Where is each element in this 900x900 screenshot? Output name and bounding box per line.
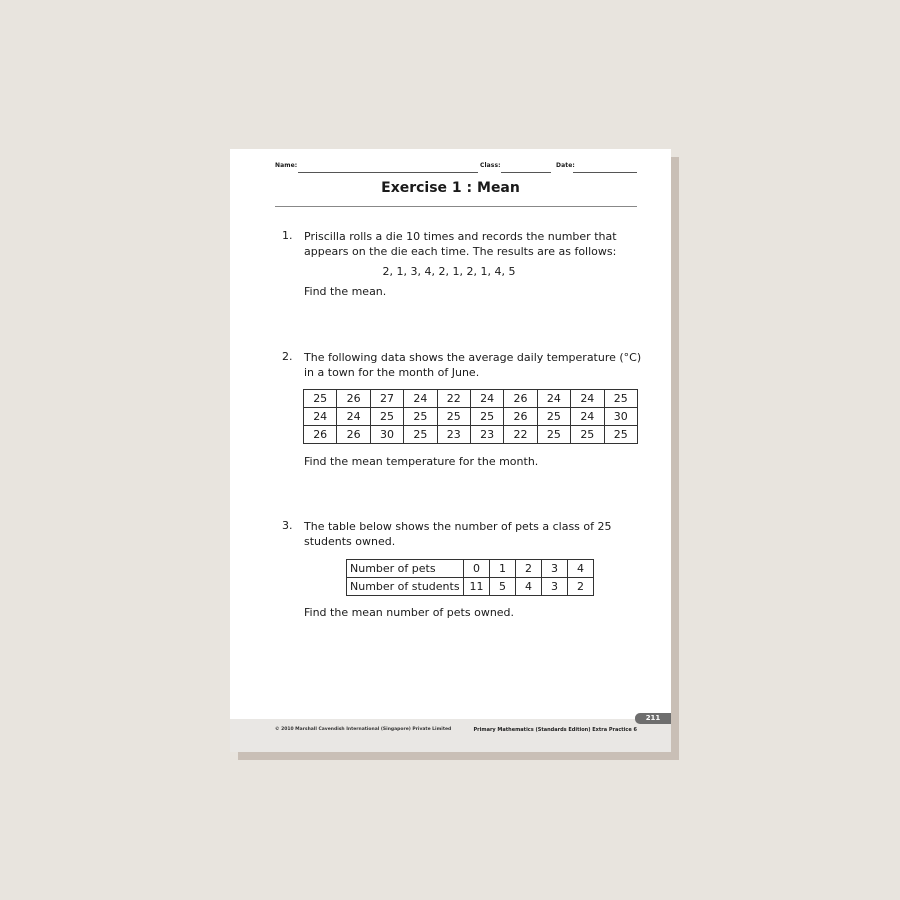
q1-number: 1.: [282, 229, 293, 242]
q3-number: 3.: [282, 519, 293, 532]
table-cell: 26: [504, 408, 537, 426]
table-cell: 23: [437, 426, 470, 444]
table-cell: 2: [568, 578, 594, 596]
table-cell: 24: [571, 390, 604, 408]
table-cell: 24: [571, 408, 604, 426]
table-cell: 25: [437, 408, 470, 426]
table-cell: 25: [404, 408, 437, 426]
table-cell: 30: [604, 408, 637, 426]
q1-line2: appears on the die each time. The results are as follows:: [304, 245, 617, 258]
table-cell: 0: [464, 560, 490, 578]
table-cell: 26: [337, 390, 370, 408]
temperature-table: [303, 389, 638, 444]
table-cell: 11: [464, 578, 490, 596]
date-blank: [573, 172, 637, 173]
students-row: [347, 578, 594, 596]
table-cell: 27: [370, 390, 403, 408]
table-cell: 24: [304, 408, 337, 426]
table-cell: 24: [537, 390, 570, 408]
table-cell: 24: [404, 390, 437, 408]
pets-row: [347, 560, 594, 578]
q2-line2: in a town for the month of June.: [304, 366, 480, 379]
pets-row-label: Number of pets: [347, 560, 464, 578]
q3-prompt: Find the mean number of pets owned.: [304, 606, 515, 619]
page-footer: [230, 719, 671, 752]
q3-line2: students owned.: [304, 535, 396, 548]
table-cell: 2: [516, 560, 542, 578]
table-cell: 1: [490, 560, 516, 578]
table-cell: 30: [370, 426, 403, 444]
exercise-title: Exercise 1 : Mean: [381, 180, 520, 196]
table-cell: 22: [437, 390, 470, 408]
table-cell: 25: [537, 408, 570, 426]
table-cell: 24: [470, 390, 503, 408]
table-cell: 25: [304, 390, 337, 408]
copyright-text: © 2010 Marshall Cavendish International (Singapore) Private Limited: [275, 727, 452, 732]
table-cell: 25: [604, 426, 637, 444]
table-cell: 26: [504, 390, 537, 408]
table-cell: 25: [404, 426, 437, 444]
table-cell: 25: [537, 426, 570, 444]
table-cell: 26: [304, 426, 337, 444]
table-cell: 4: [568, 560, 594, 578]
q2-prompt: Find the mean temperature for the month.: [304, 455, 539, 468]
table-cell: 25: [470, 408, 503, 426]
q1-line1: Priscilla rolls a die 10 times and records the number that: [304, 230, 617, 243]
book-title: Primary Mathematics (Standards Edition) Extra Practice 6: [473, 727, 637, 733]
name-blank: [298, 172, 478, 173]
q1-prompt: Find the mean.: [304, 285, 387, 298]
table-cell: 23: [470, 426, 503, 444]
worksheet-page: [230, 149, 671, 752]
table-cell: 5: [490, 578, 516, 596]
q2-line1: The following data shows the average daily temperature (°C): [304, 351, 642, 364]
table-cell: 25: [370, 408, 403, 426]
class-label: Class:: [480, 162, 501, 169]
name-label: Name:: [275, 162, 298, 169]
q3-line1: The table below shows the number of pets a class of 25: [304, 520, 612, 533]
table-cell: 24: [337, 408, 370, 426]
title-divider: [275, 206, 637, 207]
q2-number: 2.: [282, 350, 293, 363]
table-cell: 4: [516, 578, 542, 596]
table-cell: 3: [542, 578, 568, 596]
page-number: 211: [635, 713, 671, 724]
table-row: [304, 408, 638, 426]
students-row-label: Number of students: [347, 578, 464, 596]
class-blank: [501, 172, 551, 173]
date-label: Date:: [556, 162, 575, 169]
table-cell: 26: [337, 426, 370, 444]
table-cell: 3: [542, 560, 568, 578]
q1-data: 2, 1, 3, 4, 2, 1, 2, 1, 4, 5: [382, 265, 516, 278]
pets-table: [346, 559, 594, 596]
table-cell: 25: [604, 390, 637, 408]
table-cell: 25: [571, 426, 604, 444]
table-row: [304, 390, 638, 408]
table-cell: 22: [504, 426, 537, 444]
table-row: [304, 426, 638, 444]
